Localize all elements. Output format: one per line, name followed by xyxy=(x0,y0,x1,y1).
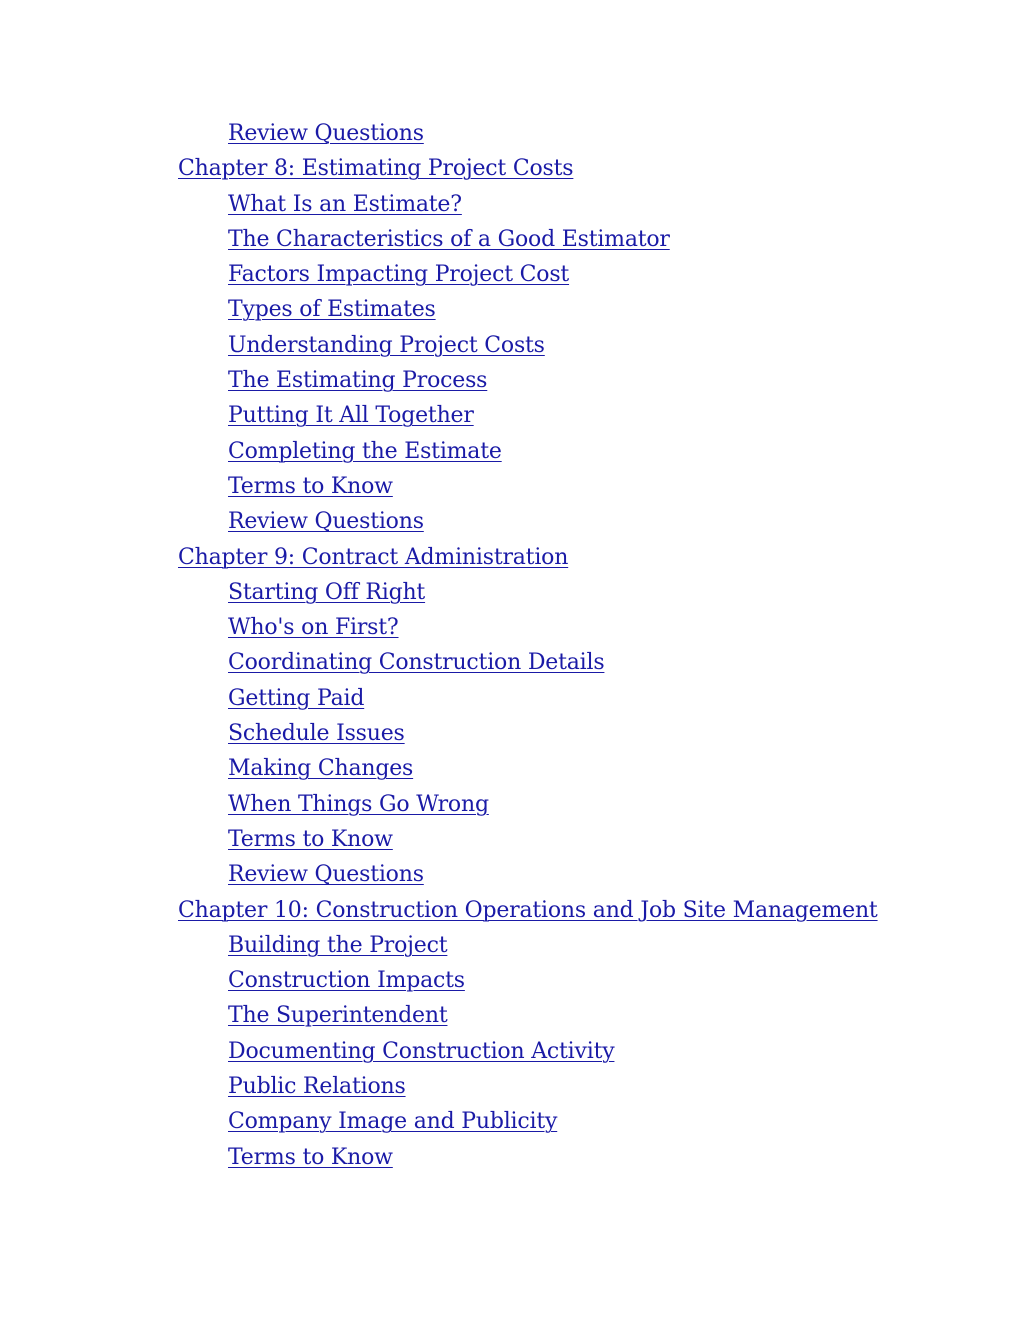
toc-section-entry xyxy=(178,645,878,680)
toc-link-company-image-publicity[interactable]: Company Image and Publicity xyxy=(228,1109,558,1135)
toc-chapter-entry xyxy=(178,151,878,186)
toc-section-entry xyxy=(178,610,878,645)
toc-section-entry xyxy=(178,857,878,892)
toc-section-entry xyxy=(178,751,878,786)
toc-section-entry xyxy=(178,257,878,292)
toc-chapter-entry xyxy=(178,540,878,575)
toc-section-entry xyxy=(178,1069,878,1104)
toc-section-entry xyxy=(178,716,878,751)
toc-link-estimating-process[interactable]: The Estimating Process xyxy=(228,368,488,394)
toc-section-entry xyxy=(178,328,878,363)
toc-link-construction-impacts[interactable]: Construction Impacts xyxy=(228,968,465,994)
toc-link-characteristics-good-estimator[interactable]: The Characteristics of a Good Estimator xyxy=(228,226,670,252)
toc-link-types-of-estimates[interactable]: Types of Estimates xyxy=(228,297,436,323)
table-of-contents xyxy=(178,116,878,1175)
toc-section-entry xyxy=(178,434,878,469)
toc-section-entry xyxy=(178,292,878,327)
toc-link-starting-off-right[interactable]: Starting Off Right xyxy=(228,579,426,605)
toc-link-review-questions[interactable]: Review Questions xyxy=(228,121,424,146)
toc-link-coordinating-construction-details[interactable]: Coordinating Construction Details xyxy=(228,650,605,676)
toc-chapter-entry xyxy=(178,893,878,928)
toc-link-whos-on-first[interactable]: Who's on First? xyxy=(228,615,399,641)
toc-section-entry xyxy=(178,963,878,998)
toc-link-getting-paid[interactable]: Getting Paid xyxy=(228,685,365,711)
toc-section-entry xyxy=(178,928,878,963)
toc-section-entry xyxy=(178,187,878,222)
toc-section-entry xyxy=(178,822,878,857)
toc-link-factors-impacting-project-cost[interactable]: Factors Impacting Project Cost xyxy=(228,262,570,288)
toc-link-chapter-9[interactable]: Chapter 9: Contract Administration xyxy=(178,544,569,570)
toc-section-entry xyxy=(178,222,878,257)
toc-link-terms-to-know[interactable]: Terms to Know xyxy=(228,826,393,852)
toc-link-documenting-construction-activity[interactable]: Documenting Construction Activity xyxy=(228,1038,615,1064)
toc-link-when-things-go-wrong[interactable]: When Things Go Wrong xyxy=(228,791,489,817)
toc-link-building-the-project[interactable]: Building the Project xyxy=(228,932,448,958)
toc-link-completing-the-estimate[interactable]: Completing the Estimate xyxy=(228,438,502,464)
toc-section-entry xyxy=(178,998,878,1033)
toc-link-review-questions[interactable]: Review Questions xyxy=(228,862,424,888)
toc-section-entry xyxy=(178,1034,878,1069)
toc-link-schedule-issues[interactable]: Schedule Issues xyxy=(228,721,405,747)
toc-section-entry xyxy=(178,1104,878,1139)
toc-section-entry xyxy=(178,116,878,151)
toc-link-chapter-10[interactable]: Chapter 10: Construction Operations and Job Site Management xyxy=(178,897,878,923)
toc-section-entry xyxy=(178,575,878,610)
toc-section-entry xyxy=(178,787,878,822)
toc-link-making-changes[interactable]: Making Changes xyxy=(228,756,414,782)
toc-link-the-superintendent[interactable]: The Superintendent xyxy=(228,1003,448,1029)
toc-section-entry xyxy=(178,681,878,716)
toc-section-entry xyxy=(178,363,878,398)
toc-section-entry xyxy=(178,398,878,433)
toc-link-putting-it-all-together[interactable]: Putting It All Together xyxy=(228,403,474,429)
toc-section-entry xyxy=(178,504,878,539)
toc-link-review-questions[interactable]: Review Questions xyxy=(228,509,424,535)
toc-link-terms-to-know[interactable]: Terms to Know xyxy=(228,473,393,499)
toc-section-entry xyxy=(178,1140,878,1175)
toc-link-what-is-an-estimate[interactable]: What Is an Estimate? xyxy=(228,191,462,217)
toc-link-understanding-project-costs[interactable]: Understanding Project Costs xyxy=(228,332,545,358)
toc-section-entry xyxy=(178,469,878,504)
toc-link-public-relations[interactable]: Public Relations xyxy=(228,1074,406,1100)
toc-link-terms-to-know[interactable]: Terms to Know xyxy=(228,1144,393,1170)
toc-link-chapter-8[interactable]: Chapter 8: Estimating Project Costs xyxy=(178,156,574,182)
